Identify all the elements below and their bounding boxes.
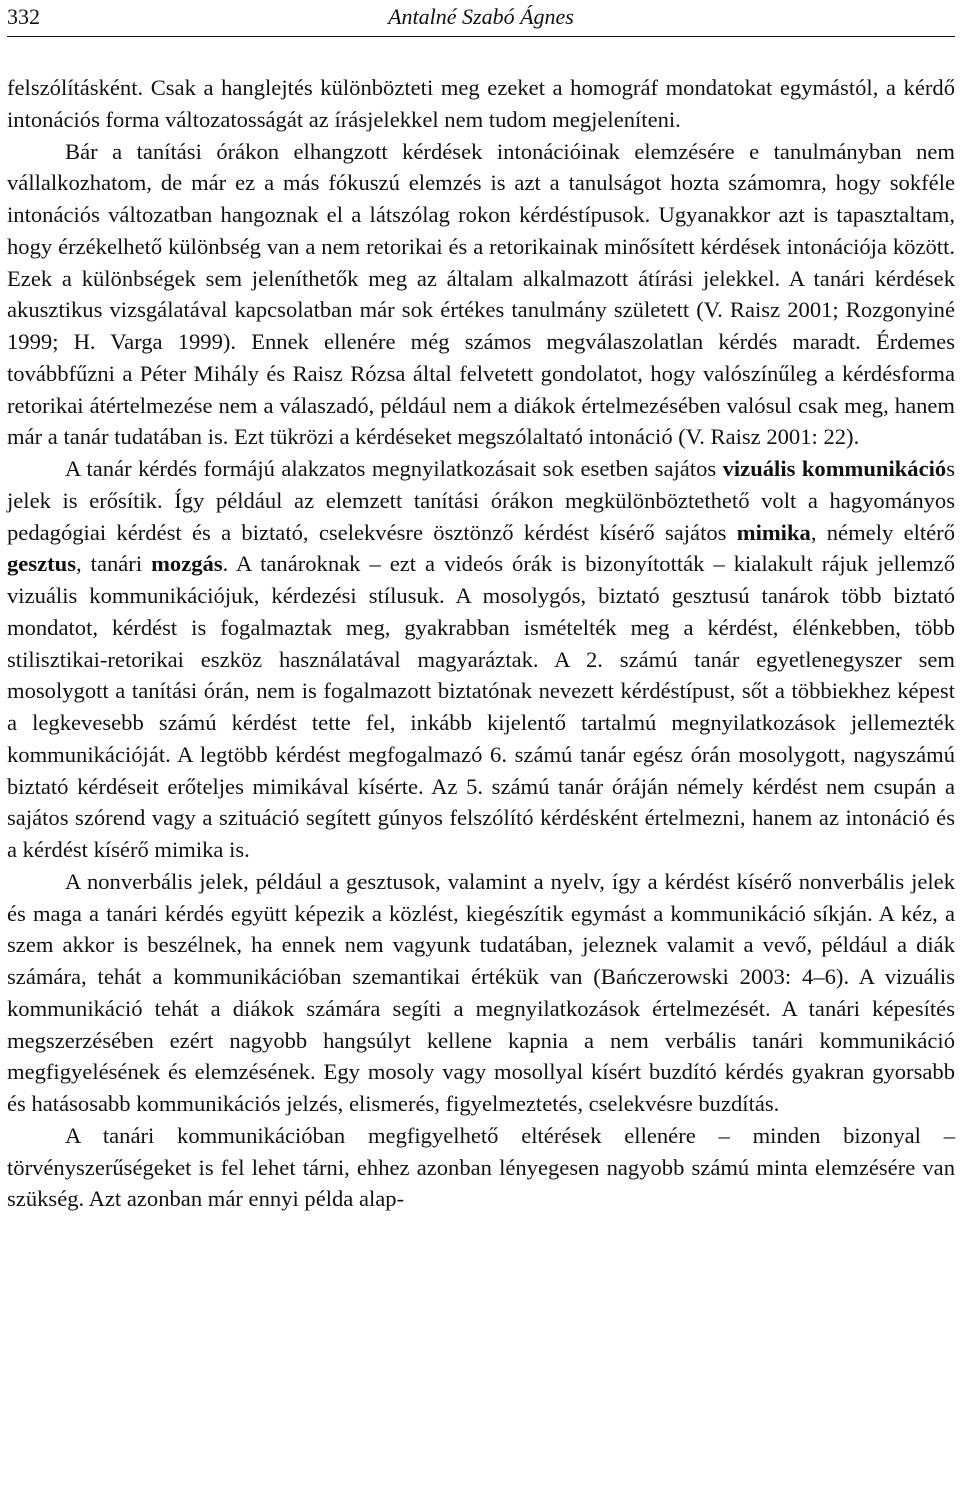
paragraph-text: , némely eltérő [810,519,955,545]
paragraph [7,72,955,136]
emphasized-term: mozgás [151,551,223,577]
paragraph-text: A nonverbális jelek, például a gesztusok, valamint a nyelv, így a kérdést kísérő nonverbális jelek és maga a tanári kérdés együtt képezik a közlést, kiegészítik egymást a kommunikáció síkján. A kéz, a szem akkor is beszélnek, ha ennek nem vagyunk tudatában, jeleznek valamit a vevő, például a diák számára, tehát a kommunikációban szemantikai értékük van (Bańczerowski 2003: 4–6). A vizuális kommunikáció tehát a diákok számára segíti a megnyilatkozások értelmezését. A tanári képesítés megszerzésében ezért nagyobb hangsúlyt kellene kapnia a nem verbális tanári kommunikáció megfigyelésének és elemzésének. Egy mosoly vagy mosollyal kísért buzdító kérdés gyakran gyorsabb és hatásosabb kommunikációs jelzés, elismerés, figyelmeztetés, cselekvésre buzdítás. [7,868,955,1116]
running-title-author: Antalné Szabó Ágnes [388,4,574,29]
paragraph-text: . A tanároknak – ezt a videós órák is bizonyították – kialakult rájuk jellemző vizuális kommunikációjuk, kérdezési stílusuk. A mosolygós, biztató gesztusú tanárok több biztató mondatot, kérdést is fogalmaztak meg, gyakrabban ismételték meg a kérdést, élénkebben, több stilisztikai-retorikai eszköz használatával magyaráztak. A 2. számú tanár egyetlenegyszer sem mosolygott a tanítási órán, nem is fogalmazott biztatónak nevezett kérdéstípust, sőt a többiekhez képest a legkevesebb számú kérdést tette fel, inkább kijelentő tartalmú megnyilatkozások jellemezték kommunikációját. A legtöbb kérdést megfogalmazó 6. számú tanár egész órán mosolygott, nagyszámú biztató kérdéseit erőteljes mimikával kísérte. Az 5. számú tanár óráján némely kérdést nem csupán a sajátos szórend vagy a szituáció segített gúnyos felszólító kérdésként értelmezni, hanem az intonáció és a kérdést kísérő mimika is. [7,551,955,862]
paragraph-text: s jelek is erősítik. Így például az elemzett tanítási órákon megkülönböztethető volt a hagyományos pedagógiai kérdést és a biztató, cselekvésre ösztönző kérdést kísérő sajátos [7,456,956,545]
emphasized-term: vizuális kommunikáció [722,456,947,481]
paragraph-text: , tanári [76,551,152,577]
paragraph [7,453,955,866]
paragraph-text: felszólításként. Csak a hanglejtés különbözteti meg ezeket a homográf mondatokat egymástól, a kérdő intonációs forma változatosságát az írásjelekkel nem tudom megjeleníteni. [7,75,955,132]
page-number: 332 [7,4,40,29]
paragraph [7,866,955,1120]
emphasized-term: mimika [736,519,811,545]
paragraph-text: Bár a tanítási órákon elhangzott kérdések intonációinak elemzésére e tanulmányban nem vállalkozhatom, de már ez a más fókuszú elemzés is azt a tanulságot hozta számomra, hogy sokféle intonációs változatban hangoznak el a látszólag rokon kérdéstípusok. Ugyanakkor azt is tapasztaltam, hogy érzékelhető különbség van a nem retorikai és a retorikainak minősített kérdések intonációja között. Ezek a különbségek sem jeleníthetők meg az általam alkalmazott átírási jelekkel. A tanári kérdések akusztikus vizsgálatával kapcsolatban már sok értékes tanulmány született (V. Raisz 2001; Rozgonyiné 1999; H. Varga 1999). Ennek ellenére még számos megválaszolatlan kérdés maradt. Érdemes továbbfűzni a Péter Mihály és Raisz Rózsa által felvetett gondolatot, hogy valószínűleg a kérdésforma retorikai átértelmezése nem a válaszadó, például nem a diákok értelmezésében valósul csak meg, hanem már a tanár tudatában is. Ezt tükrözi a kérdéseket megszólaltató intonáció (V. Raisz 2001: 22). [7,138,955,450]
paragraph-text: A tanár kérdés formájú alakzatos megnyilatkozásait sok esetben sajátos [65,456,723,481]
paragraph [7,1120,955,1215]
running-header [7,0,955,37]
paragraph [7,136,955,454]
document-page [7,0,955,1215]
body-text [7,72,955,1215]
paragraph-text: A tanári kommunikációban megfigyelhető eltérések ellenére – minden bizonyal – törvényszerűségeket is fel lehet tárni, ehhez azonban lényegesen nagyobb számú minta elemzésére van szükség. Azt azonban már ennyi példa alap- [7,1122,955,1212]
emphasized-term: gesztus [7,551,77,577]
